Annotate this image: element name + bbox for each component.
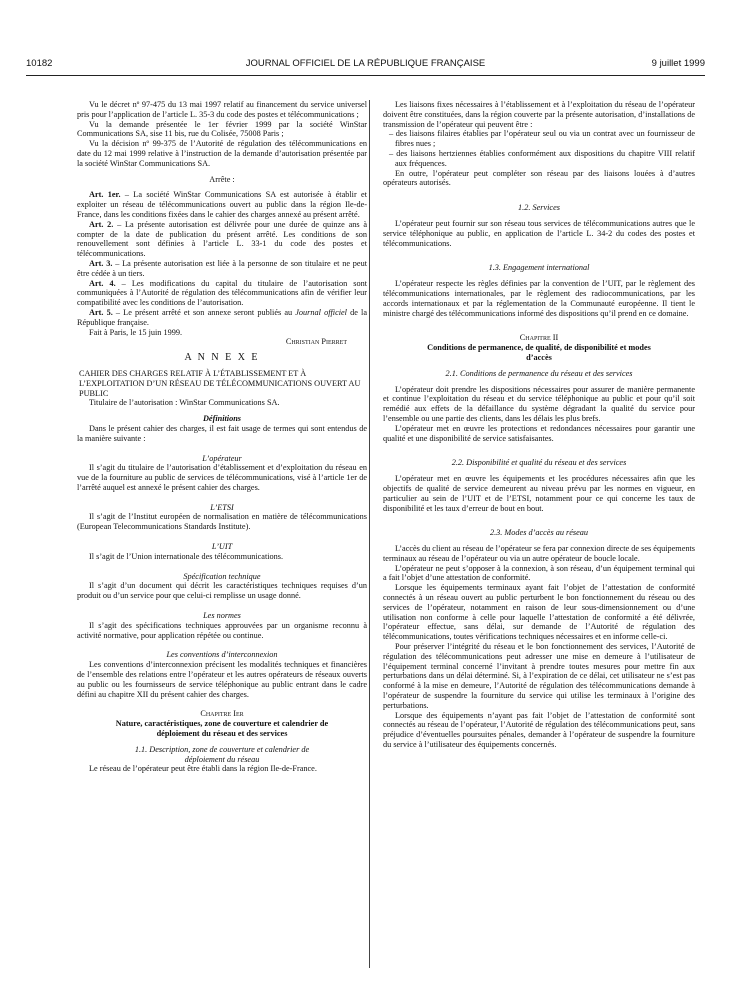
definition-text: Il s’agit des spécifications techniques approuvées par un organisme reconnu à activité normative, pour application répétée ou continue. — [77, 620, 367, 640]
article-label: Art. 1er. — [89, 190, 121, 200]
vu-paragraph: Vu le décret nº 97-475 du 13 mai 1997 relatif au financement du service universel pris pour l’application de l’article L. 35-3 du code des postes et télécommunications ; — [77, 100, 367, 119]
section-title: 2.1. Conditions de permanence du réseau et des services — [445, 368, 633, 378]
section-text: L’opérateur doit prendre les dispositions nécessaires pour assurer de manière permanente et continue l’exploitation du réseau et du service téléphonique au public et pour qu’il soit remédié aux effets de la défaillance du système dégradant la qualité du service pour l’ensemble ou une partie des clients, dans les délais les plus brefs. — [383, 384, 695, 423]
definition-term: L’ETSI — [210, 502, 234, 512]
list-item: – des liaisons hertziennes établies conformément aux dispositions du chapitre VIII relatif aux fréquences. — [389, 148, 695, 168]
section-text: L’opérateur ne peut s’opposer à la connexion, à son réseau, d’un équipement terminal qui a fait l’objet d’une attestation de conformité. — [383, 563, 695, 583]
definition-text: Les conventions d’interconnexion précisent les modalités techniques et financières de l’ensemble des relations entre l’opérateur et les autres opérateurs de réseaux ouverts au public ou les fournisseurs de service téléphonique au public entrant dans le cadre défini au chapitre XII du présent cahier des charges. — [77, 660, 367, 699]
liaisons-intro: Les liaisons fixes nécessaires à l’établissement et à l’exploitation du réseau de l’opérateur doivent être constituées, dans la région couverte par la présente autorisation, d’installations de transmission de l’opérateur qui peuvent être : — [383, 100, 695, 129]
signature: Christian Pierret — [285, 337, 347, 347]
annexe-heading: A N N E X E — [184, 352, 260, 364]
list-item: – des liaisons filaires établies par l’opérateur seul ou via un contrat avec un fournisseur de fibres nues ; — [389, 129, 695, 149]
fait-a-paris: Fait à Paris, le 15 juin 1999. — [89, 327, 183, 337]
chapter-title: Conditions de permanence, de qualité, de disponibilité et modes d’accès — [427, 343, 651, 362]
chapter-label: Chapitre II — [519, 333, 559, 343]
section-title: 1.3. Engagement international — [488, 263, 590, 273]
article-3 — [77, 259, 367, 279]
section-text: Pour préserver l’intégrité du réseau et le bon fonctionnement des services, l’Autorité de régulation des télécommunications peut adresser une mise en demeure à l’utilisateur de l’équipement terminal concerné l’invitant à prendre toutes mesures pour mettre fin aux perturbations dans un délai déterminé. Si, à l’expiration de ce délai, cet utilisateur ne s’est pas conformé à la mise en demeure, l’Autorité de régulation des télécommunications demande à l’opérateur de suspendre la fourniture du service qui utilise les terminaux à l’origine des perturbations. — [383, 642, 695, 710]
chapter-title: Nature, caractéristiques, zone de couverture et calendrier de déploiement du réseau et des services — [115, 719, 329, 739]
section-text: L’opérateur respecte les règles définies par la convention de l’UIT, par le règlement des télécommunications internationales, par le règlement des radiocommunications, par les accords internationaux et par la réglementation de la Communauté européenne. Il tient le ministre chargé des télécommunications informé des dispositions qu’il prend en ce domaine. — [383, 279, 695, 318]
section-text: L’accès du client au réseau de l’opérateur se fera par connexion directe de ses équipements terminaux au réseau de l’opérateur ou via un autre opérateur de boucle locale. — [383, 544, 695, 563]
section-text: L’opérateur met en œuvre les équipements et les procédures nécessaires afin que les objectifs de qualité de service demeurent au niveau prévu par les normes en vigueur, en particulier au sein de l’UIT et de l’ETSI, notamment pour ce qui concerne les taux de disponibilité et les taux d’erreur de bout en bout. — [383, 474, 695, 513]
article-text: – La société WinStar Communications SA est autorisée à établir et exploiter un réseau de télécommunications ouvert au public dans la région Ile-de-France, dans les conditions fixées dans le cahier des charges annexé au présent arrêté. — [77, 190, 367, 219]
article-5 — [77, 308, 367, 328]
column-divider — [369, 100, 370, 968]
article-text: – Les modifications du capital du titulaire de l’autorisation sont communiquées à l’Autorité de régulation des télécommunications afin de vérifier leur compatibilité avec les conditions de l’autorisation. — [77, 278, 368, 308]
article-4 — [77, 279, 367, 308]
article-label: Art. 3. — [89, 258, 113, 268]
section-title: 2.2. Disponibilité et qualité du réseau et des services — [451, 458, 627, 468]
definition-text: Il s’agit d’un document qui décrit les caractéristiques techniques requises d’un produit ou d’un service pour que celui-ci remplisse un usage donné. — [77, 581, 367, 601]
page-header — [26, 58, 705, 74]
section-text: L’opérateur peut fournir sur son réseau tous services de télécommunications autres que le service téléphonique au public, en application de l’article L. 34-2 du codes des postes et télécommunications. — [383, 218, 695, 248]
definition-text: Il s’agit de l’Union internationale des télécommunications. — [89, 551, 284, 561]
article-label: Art. 5. — [89, 307, 113, 317]
publication-date: 9 juillet 1999 — [651, 58, 705, 69]
vu-paragraph: Vu la demande présentée le 1er février 1999 par la société WinStar Communications SA, sise 11 bis, rue du Colisée, 75008 Paris ; — [77, 119, 367, 139]
article-label: Art. 4. — [89, 278, 116, 288]
definition-term: Spécification technique — [183, 571, 261, 581]
arrete-heading: Arrête : — [209, 174, 235, 184]
definitions-intro: Dans le présent cahier des charges, il est fait usage de termes qui sont entendus de la manière suivante : — [77, 423, 367, 443]
definition-term: L’opérateur — [202, 453, 242, 463]
right-column — [383, 100, 695, 750]
article-text: de la République française. — [77, 307, 368, 327]
section-title: 1.1. Description, zone de couverture et calendrier de déploiement du réseau — [134, 744, 310, 764]
definition-term: Les normes — [203, 611, 241, 621]
section-text: Lorsque des équipements n’ayant pas fait l’objet de l’attestation de conformité sont connectés au réseau de l’opérateur, l’Autorité de régulation des télécommunications peut, sans préjudice d’éventuelles poursuites pénales, demander à l’opérateur de suspendre la fourniture du service à l’utilisateur des équipements concernés. — [383, 710, 695, 750]
definition-term: L’UIT — [211, 542, 233, 552]
section-text: Le réseau de l’opérateur peut être établi dans la région Ile-de-France. — [89, 764, 317, 774]
definitions-heading: Définitions — [202, 414, 242, 424]
header-rule — [26, 75, 705, 76]
journal-title: JOURNAL OFFICIEL DE LA RÉPUBLIQUE FRANÇAISE — [245, 58, 486, 69]
definition-text: Il s’agit de l’Institut européen de normalisation en matière de télécommunications (European Telecommunications Standards Institute). — [77, 512, 367, 532]
titulaire: Titulaire de l’autorisation : WinStar Communications SA. — [89, 398, 280, 408]
liaisons-end: En outre, l’opérateur peut compléter son réseau par des liaisons louées à d’autres opérateurs autorisés. — [383, 168, 695, 188]
left-column — [77, 100, 367, 774]
section-text: Lorsque les équipements terminaux ayant fait l’objet de l’attestation de conformité connectés à un réseau ouvert au public perturbent le bon fonctionnement du réseau ou des services de l’opérateur, notamment en raison de leur sous-dimensionnement ou d’une utilisation non conforme à celle pour laquelle l’attestation de conformité a été délivrée, l’opérateur effectue, sans délai, sur demande de l’Autorité de régulation des télécommunications, toutes vérifications techniques nécessaires et en informe celle-ci. — [383, 583, 695, 642]
article-text: – Le présent arrêté et son annexe seront publiés au — [112, 307, 296, 317]
journal-name: Journal officiel — [295, 307, 347, 317]
section-title: 1.2. Services — [518, 203, 560, 213]
cahier-title: CAHIER DES CHARGES RELATIF À L’ÉTABLISSEMENT ET À L’EXPLOITATION D’UN RÉSEAU DE TÉLÉCOMMUNICATIONS OUVERT AU PUBLIC — [79, 368, 361, 398]
article-1 — [77, 190, 367, 219]
definition-text: Il s’agit du titulaire de l’autorisation d’établissement et d’exploitation du réseau en vue de la fourniture au public de services de télécommunications, visé à l’article 1er de l’arrêté auquel est annexé le présent cahier des charges. — [77, 463, 367, 492]
article-label: Art. 2. — [89, 219, 114, 229]
article-text: – La présente autorisation est liée à la personne de son titulaire et ne peut être cédée à un tiers. — [77, 258, 367, 278]
vu-paragraph: Vu la décision nº 99-375 de l’Autorité de régulation des télécommunications en date du 12 mai 1999 relative à l’instruction de la demande d’autorisation présentée par la société WinStar Communications SA. — [77, 139, 367, 168]
section-title: 2.3. Modes d’accès au réseau — [489, 528, 589, 538]
article-2 — [77, 220, 367, 259]
chapter-label: Chapitre Ier — [200, 709, 244, 719]
article-text: – La présente autorisation est délivrée pour une durée de quinze ans à compter de la date de publication du présent arrêté. Les conditions de son renouvellement sont définies à l’article L. 33-1 du code des postes et télécommunications. — [77, 219, 367, 259]
section-text: L’opérateur met en œuvre les protections et redondances nécessaires pour garantir une qualité et une disponibilité de service satisfaisantes. — [383, 423, 695, 443]
definition-term: Les conventions d’interconnexion — [166, 650, 278, 660]
page-number: 10182 — [26, 58, 53, 69]
